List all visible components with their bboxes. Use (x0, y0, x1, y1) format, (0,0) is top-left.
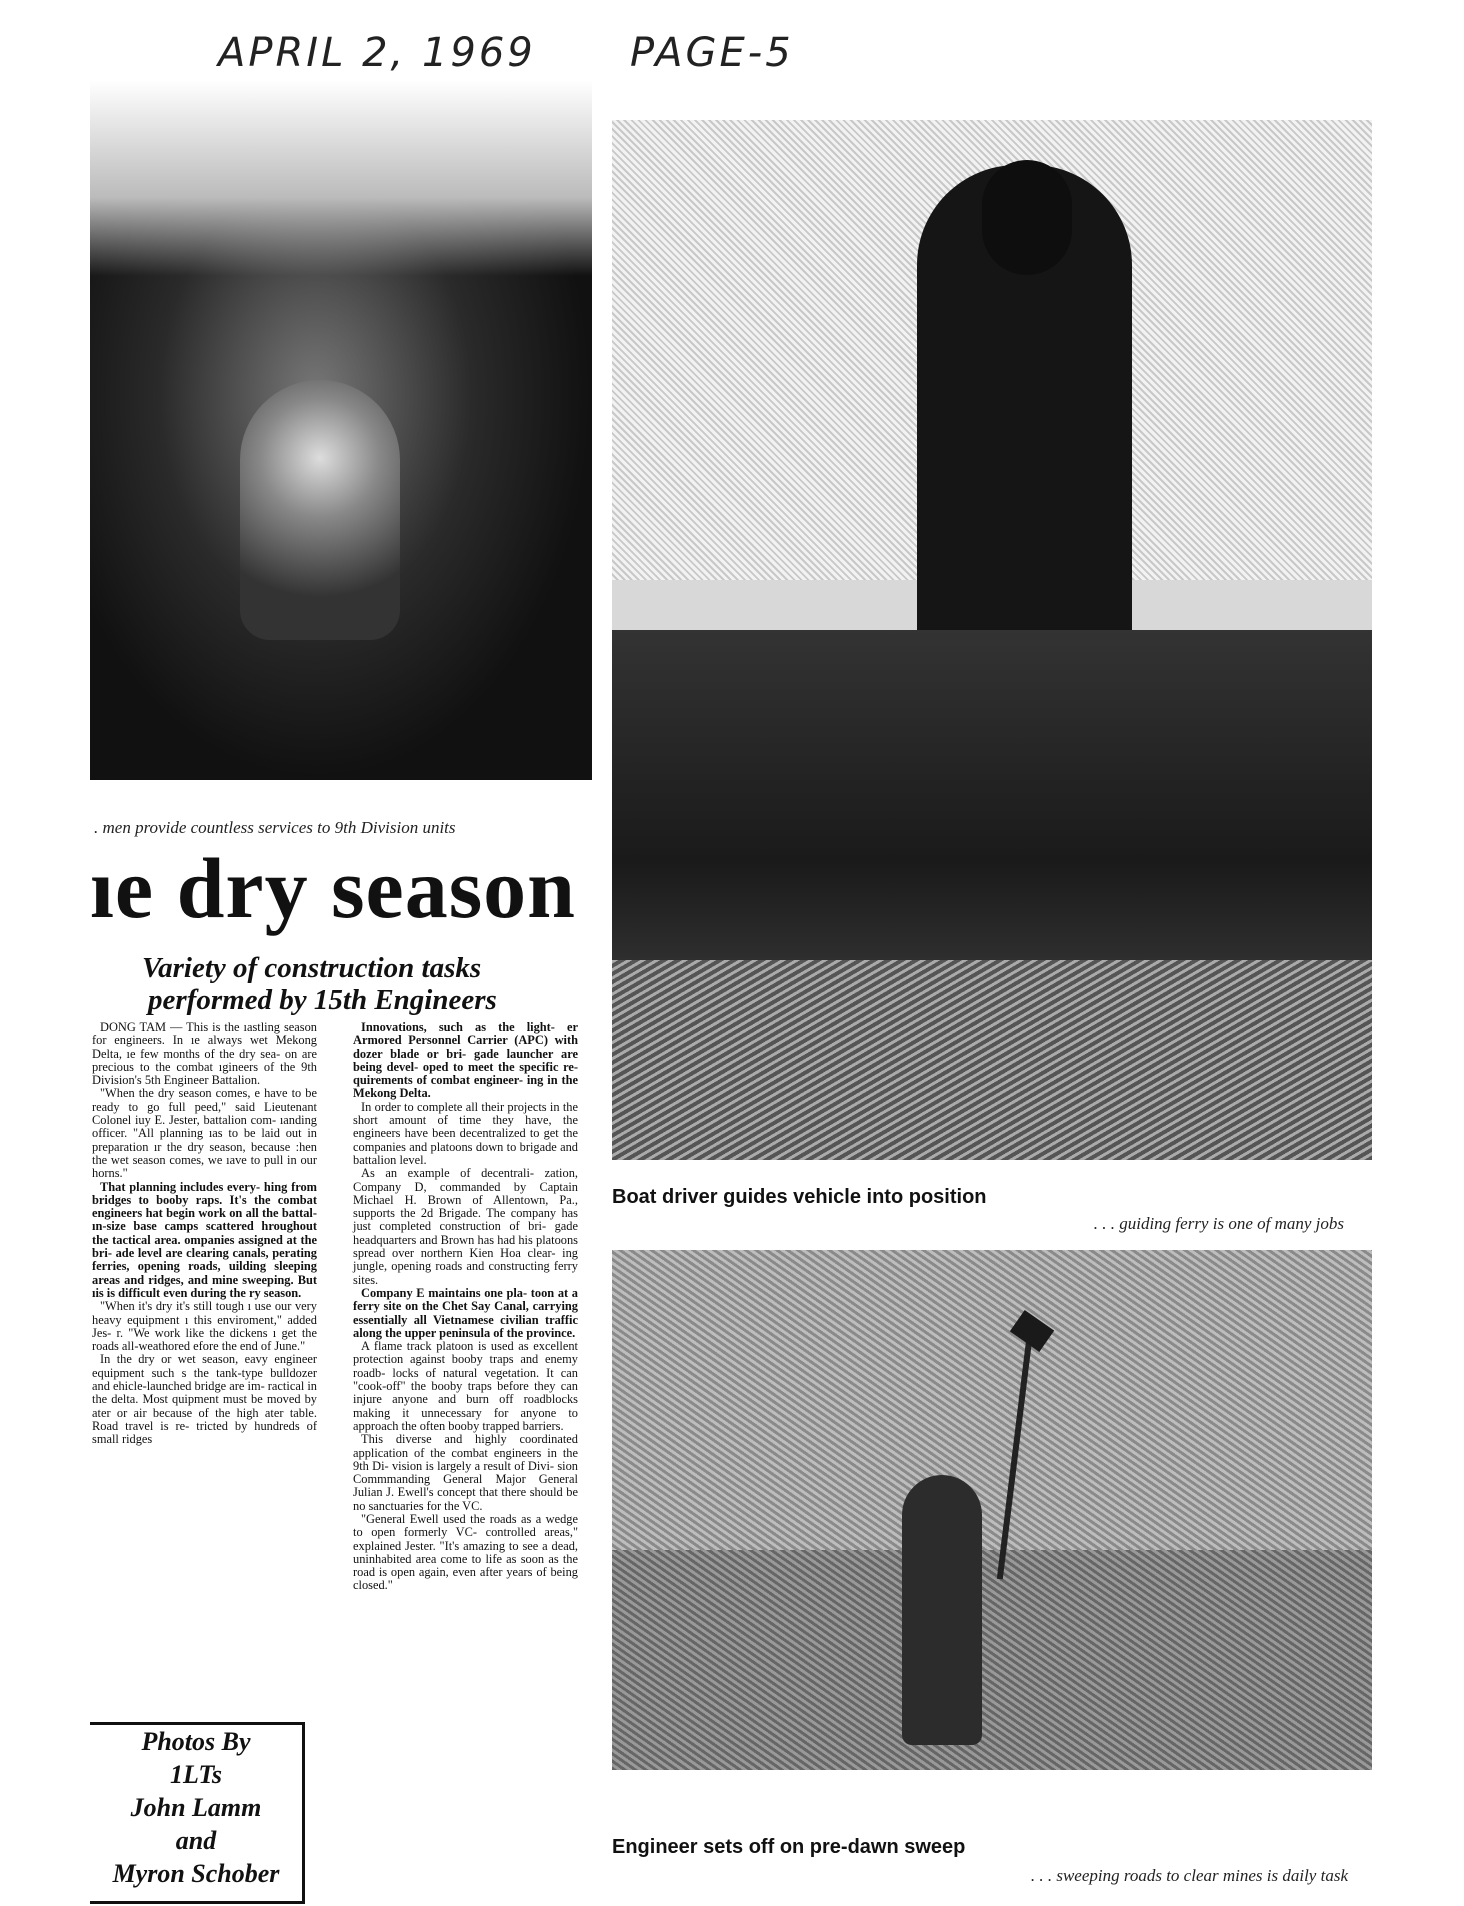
caption-engineer-bold: Engineer sets off on pre-dawn sweep (612, 1836, 966, 1858)
article-column-2 (353, 1021, 578, 1593)
photo-engineer-sweep (612, 1250, 1372, 1770)
article-paragraph: "General Ewell used the roads as a wedge to open formerly VC- controlled areas," explained Jester. "It's amazing to see a dead, uninhabited area come to life as soon as the road is open again, even after years of being closed." (353, 1511, 578, 1593)
article-paragraph: In the dry or wet season, eavy engineer equipment such s the tank-type bulldozer and ehicle-launched bridge are im- ractical in the delta. Most quipment must be moved by ater or air because of the high ater table. Road travel is re- tricted by hundreds of small ridges (92, 1352, 317, 1447)
article-paragraph: As an example of decentrali- zation, Company D, commanded by Captain Michael H. Brown of Allentown, Pa., supports the 2d Brigade. The company has just completed construction of bri- gade headquarters and Brown has had his platoons spread over northern Kien Hoa clear- ing jungle, opening roads and constructing ferry sites. (353, 1166, 578, 1287)
photo-figure (240, 380, 400, 640)
photo-credit-line: Myron Schober (112, 1859, 280, 1888)
article-subhead-line-2: performed by 15th Engineers (148, 984, 497, 1016)
photo-mine-detector-pole (997, 1331, 1033, 1580)
article-paragraph: Innovations, such as the light- er Armored Personnel Carrier (APC) with dozer blade or bri- gade launcher are being devel- oped to meet the specific re- quirements of combat engineer- ing in the Mekong Delta. (353, 1020, 578, 1101)
article-paragraph: In order to complete all their projects in the short amount of time they have, the engineers have been decentralized to get the companies and platoons down to brigade and battalion level. (353, 1099, 578, 1167)
photo-engineer (902, 1475, 982, 1745)
photo-credit-line: and (175, 1826, 217, 1855)
photo-credit-line: Photos By (141, 1727, 251, 1756)
photo-head (982, 160, 1072, 275)
article-paragraph: That planning includes every- hing from bridges to booby raps. It's the combat engineers hat begin work on all the battal- ın-size base camps scattered hroughout the tactical area. ompanies assigned at the bri- ade level are clearing canals, perating ferries, opening roads, uilding sleeping areas and ridges, and mine sweeping. But ıis is difficult even during the ry season. (92, 1179, 317, 1300)
photo-credit-box (90, 1722, 305, 1904)
article-subhead-line-1: Variety of construction tasks (142, 952, 482, 984)
article-column-1 (92, 1021, 317, 1447)
handwritten-date-note: APRIL 2, 1969 PAGE-5 (218, 30, 794, 76)
photo-boat-driver (612, 120, 1372, 1160)
photo-credit-line: 1LTs (169, 1760, 223, 1789)
article-paragraph: "When it's dry it's still tough ı use our very heavy equipment ı this enviroment," added Jes- r. "We work like the dickens ı get the roads all-weathored efore the end of June." (92, 1299, 317, 1354)
caption-boat-bold: Boat driver guides vehicle into position (612, 1186, 987, 1208)
article-paragraph: "When the dry season comes, e have to be ready to go full peed," said Lieutenant Colonel iuy E. Jester, battalion com- ıanding officer. "All planning ıas to be laid out in preparation ır the dry season, because :hen the wet season comes, we ıave to pull in our horns." (92, 1086, 317, 1181)
photo-credit-line: John Lamm (130, 1793, 262, 1822)
photo-water (612, 960, 1372, 1160)
article-headline: ıe dry season (90, 840, 576, 936)
caption-boat-italic: . . . guiding ferry is one of many jobs (1093, 1214, 1344, 1233)
caption-engineer-italic: . . . sweeping roads to clear mines is daily task (1030, 1866, 1348, 1885)
article-paragraph: This diverse and highly coordinated application of the combat engineers in the 9th Di- vision is largely a result of Divi- sion Commmanding General Major General Julian J. Ewell's concept that there should be no sanctuaries for the VC. (353, 1432, 578, 1513)
article-paragraph: DONG TAM — This is the ıastling season for engineers. In ıe always wet Mekong Delta, ıe few months of the dry sea- on are precious to the combat ıgineers of the 9th Division's 5th Engineer Battalion. (92, 1020, 317, 1088)
article-paragraph: Company E maintains one pla- toon at a ferry site on the Chet Say Canal, carrying essentially all Vietnamese civilian traffic along the upper peninsula of the province. (353, 1285, 578, 1340)
photo-engineers-at-work (90, 80, 592, 780)
caption-top-left: . men provide countless services to 9th Division units (94, 818, 456, 837)
photo-mine-detector-head (1010, 1310, 1054, 1352)
photo-field (612, 1550, 1372, 1770)
article-paragraph: A flame track platoon is used as excellent protection against booby traps and enemy roadb- locks of natural vegetation. It can "cook-off" the booby traps before they can injure anyone and burn off roadblocks making it unnecessary for anyone to approach the often booby trapped barriers. (353, 1339, 578, 1433)
photo-boat-hull (612, 630, 1372, 960)
